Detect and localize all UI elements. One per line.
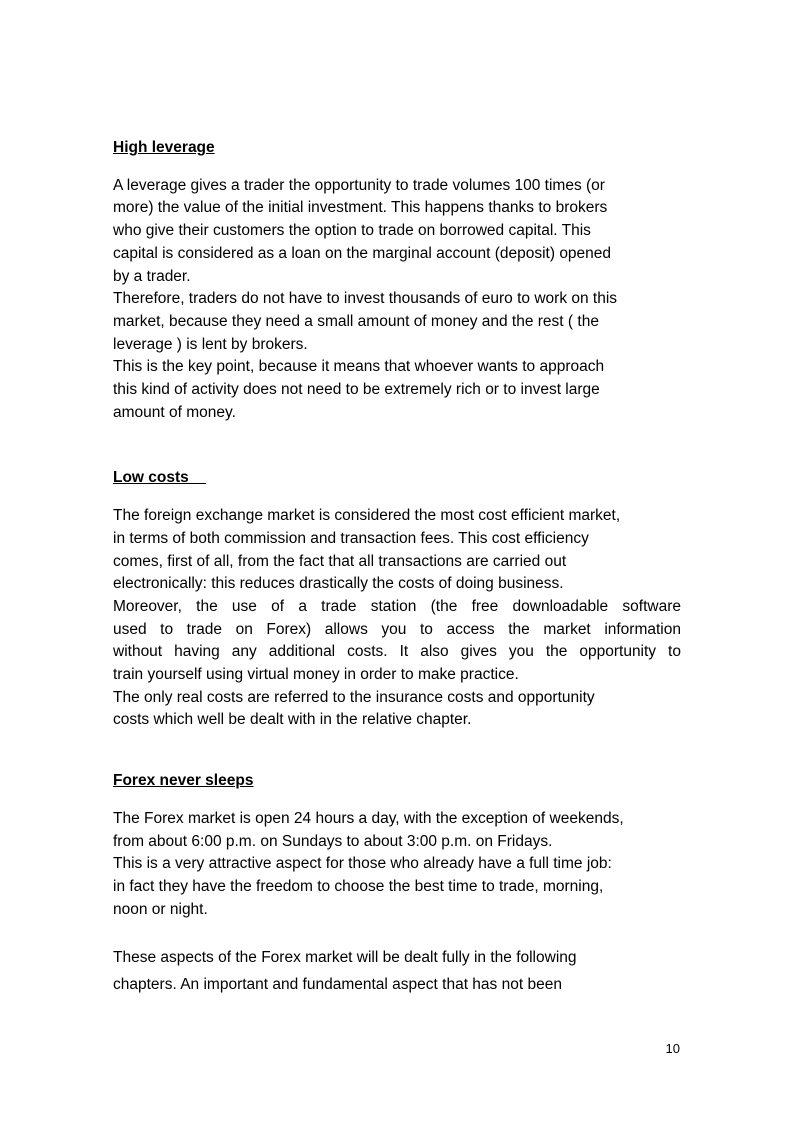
text-line: noon or night. — [113, 900, 208, 918]
paragraph — [113, 944, 681, 998]
text-line: The only real costs are referred to the insurance costs and opportunity — [113, 688, 595, 706]
text-line: market, because they need a small amount of money and the rest ( the — [113, 312, 599, 330]
text-line: costs which well be dealt with in the relative chapter. — [113, 711, 472, 729]
text-line: in fact they have the freedom to choose the best time to trade, morning, — [113, 877, 604, 895]
paragraph — [113, 596, 681, 687]
paragraph — [113, 175, 681, 425]
text-line: amount of money. — [113, 403, 236, 421]
text-line: comes, first of all, from the fact that all transactions are carried out — [113, 552, 567, 570]
section-forex-never-sleeps — [113, 770, 681, 998]
text-line: capital is considered as a loan on the marginal account (deposit) opened — [113, 244, 612, 262]
text-line: chapters. An important and fundamental aspect that has not been — [113, 976, 562, 994]
text-line: by a trader. — [113, 267, 191, 285]
text-line: leverage ) is lent by brokers. — [113, 335, 308, 353]
text-line: The foreign exchange market is considered the most cost efficient market, — [113, 507, 621, 525]
section-low-costs — [113, 467, 681, 732]
section-heading: High leverage — [113, 139, 215, 156]
text-line: in terms of both commission and transaction fees. This cost efficiency — [113, 529, 589, 547]
text-line: this kind of activity does not need to be extremely rich or to invest large — [113, 381, 600, 399]
section-heading: Forex never sleeps — [113, 772, 254, 790]
page-number: 10 — [665, 1041, 680, 1056]
paragraph — [113, 687, 681, 732]
section-heading: Low costs — [113, 469, 207, 487]
text-line: more) the value of the initial investment. This happens thanks to brokers — [113, 199, 608, 217]
text-line: These aspects of the Forex market will be dealt fully in the following — [113, 949, 577, 967]
text-line: Moreover, the use of a trade station (the free downloadable software — [113, 597, 681, 615]
paragraph — [113, 505, 681, 596]
text-line: This is the key point, because it means that whoever wants to approach — [113, 358, 605, 376]
page-content — [113, 137, 681, 998]
text-line: electronically: this reduces drastically the costs of doing business. — [113, 575, 564, 593]
text-line: from about 6:00 p.m. on Sundays to about 3:00 p.m. on Fridays. — [113, 832, 553, 850]
section-high-leverage — [113, 137, 681, 424]
text-line: The Forex market is open 24 hours a day, with the exception of weekends, — [113, 809, 624, 827]
text-line: used to trade on Forex) allows you to access the market information — [113, 620, 681, 638]
text-line: A leverage gives a trader the opportunity to trade volumes 100 times (or — [113, 176, 605, 194]
text-line: Therefore, traders do not have to invest thousands of euro to work on this — [113, 290, 618, 308]
paragraph — [113, 808, 681, 922]
text-line: without having any additional costs. It also gives you the opportunity to — [113, 643, 681, 661]
text-line: train yourself using virtual money in order to make practice. — [113, 666, 519, 684]
text-line: who give their customers the option to trade on borrowed capital. This — [113, 222, 591, 240]
text-line: This is a very attractive aspect for those who already have a full time job: — [113, 855, 612, 873]
